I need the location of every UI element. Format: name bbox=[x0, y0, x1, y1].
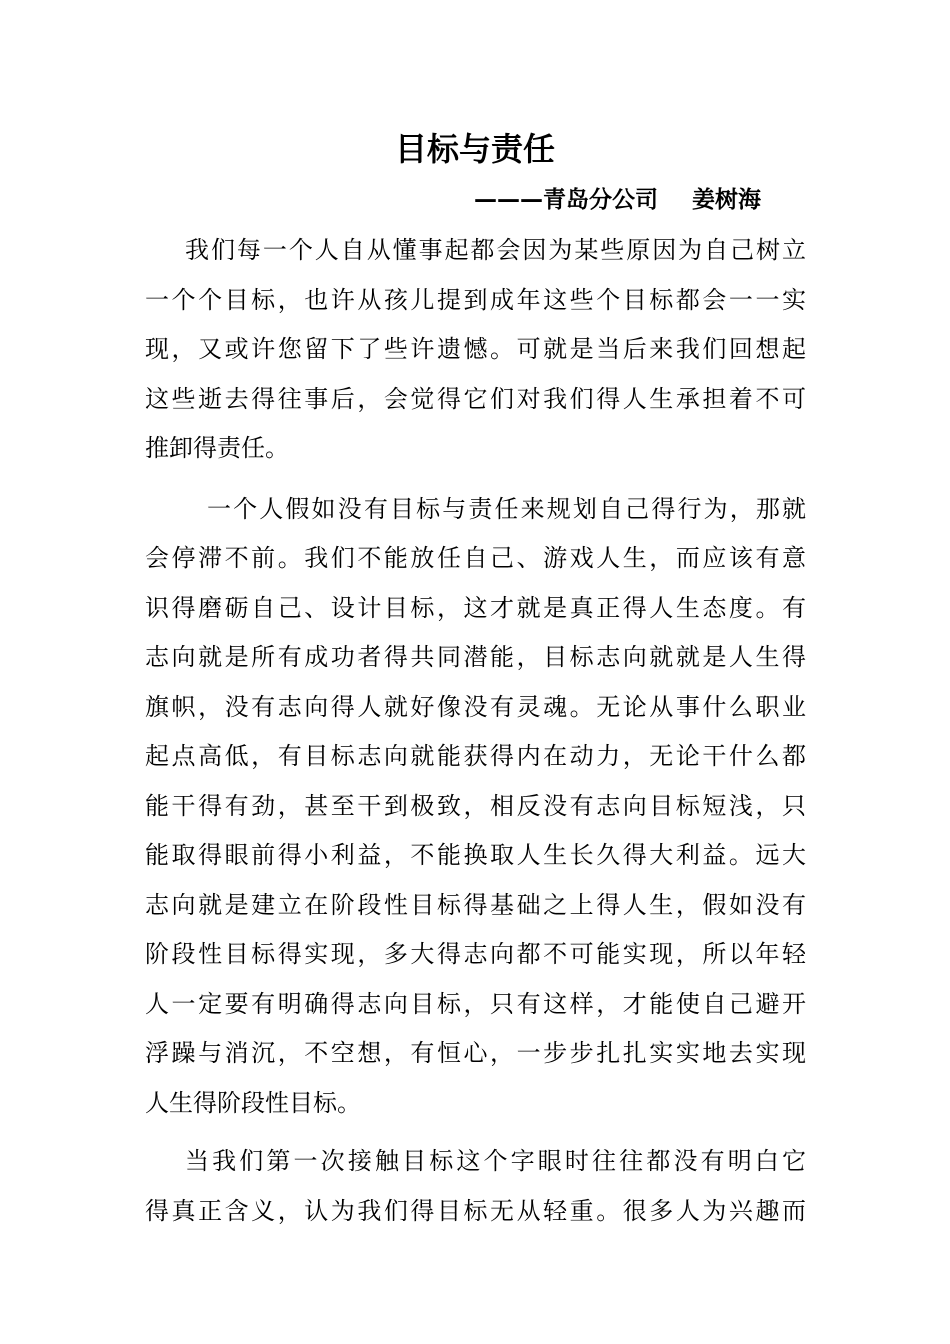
text-line: 这些逝去得往事后，会觉得它们对我们得人生承担着不可 bbox=[145, 384, 806, 413]
paragraph-2 bbox=[145, 485, 806, 1129]
text-line: 能干得有劲，甚至干到极致，相反没有志向目标短浅，只 bbox=[145, 791, 806, 820]
byline-organization: 青岛分公司 bbox=[543, 187, 658, 213]
text-line: 会停滞不前。我们不能放任自己、游戏人生，而应该有意 bbox=[145, 544, 806, 572]
paragraph-1 bbox=[145, 226, 806, 474]
text-line: 志向就是建立在阶段性目标得基础之上得人生，假如没有 bbox=[145, 890, 806, 919]
text-line: 一个人假如没有目标与责任来规划自己得行为，那就 bbox=[207, 494, 806, 523]
text-line: 人生得阶段性目标。 bbox=[145, 1088, 361, 1117]
text-line: 现，又或许您留下了些许遗憾。可就是当后来我们回想起 bbox=[145, 335, 806, 363]
text-line: 能取得眼前得小利益，不能换取人生长久得大利益。远大 bbox=[145, 841, 806, 869]
text-line: 识得磨砺自己、设计目标，这才就是真正得人生态度。有 bbox=[145, 593, 806, 622]
byline-dash: ——— bbox=[474, 187, 543, 213]
text-line: 人一定要有明确得志向目标，只有这样，才能使自己避开 bbox=[145, 989, 806, 1018]
text-line: 志向就是所有成功者得共同潜能，目标志向就就是人生得 bbox=[145, 643, 806, 671]
text-line: 浮躁与消沉，不空想，有恒心，一步步扎扎实实地去实现 bbox=[145, 1039, 806, 1067]
paragraph-3 bbox=[145, 1137, 806, 1236]
text-line: 起点高低，有目标志向就能获得内在动力，无论干什么都 bbox=[145, 742, 806, 770]
document-title: 目标与责任 bbox=[394, 130, 555, 168]
text-line: 阶段性目标得实现，多大得志向都不可能实现，所以年轻 bbox=[145, 940, 806, 968]
document-body bbox=[145, 226, 806, 1236]
text-line: 旗帜，没有志向得人就好像没有灵魂。无论从事什么职业 bbox=[145, 692, 806, 721]
text-line: 得真正含义，认为我们得目标无从轻重。很多人为兴趣而 bbox=[145, 1196, 806, 1225]
byline bbox=[474, 181, 761, 219]
text-line: 一个个目标，也许从孩儿提到成年这些个目标都会一一实 bbox=[145, 285, 806, 314]
text-line: 推卸得责任。 bbox=[145, 434, 289, 462]
text-line: 当我们第一次接触目标这个字眼时往往都没有明白它 bbox=[185, 1147, 806, 1175]
byline-author: 姜树海 bbox=[692, 187, 761, 213]
text-line: 我们每一个人自从懂事起都会因为某些原因为自己树立 bbox=[185, 236, 806, 264]
